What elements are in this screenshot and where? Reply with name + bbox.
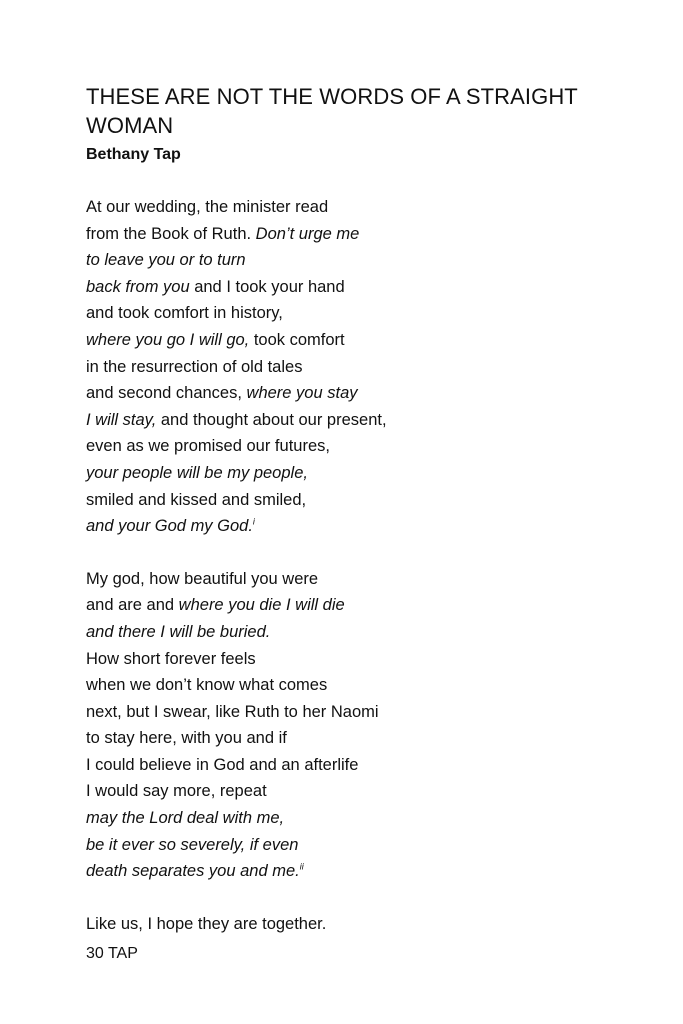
italic-text: to leave you or to turn bbox=[86, 251, 246, 270]
italic-text: where you die I will die bbox=[178, 596, 345, 615]
line-text: smiled and kissed and smiled, bbox=[86, 490, 307, 509]
line-text: next, but I swear, like Ruth to her Naomi bbox=[86, 702, 379, 721]
poem-author: Bethany Tap bbox=[86, 146, 181, 163]
poem-line bbox=[86, 832, 646, 859]
stanza-3 bbox=[86, 911, 646, 938]
line-text: My god, how beautiful you were bbox=[86, 569, 319, 588]
poem-line bbox=[86, 858, 646, 885]
line-text: and took comfort in history, bbox=[86, 304, 283, 323]
line-text: even as we promised our futures, bbox=[86, 437, 330, 456]
line-text: took comfort bbox=[249, 330, 345, 349]
italic-text: and your God my God. bbox=[86, 517, 253, 536]
line-text: and I took your hand bbox=[189, 277, 345, 296]
poem-line bbox=[86, 566, 646, 593]
line-text: to stay here, with you and if bbox=[86, 729, 287, 748]
footnote-marker: ii bbox=[299, 861, 304, 872]
line-text: Like us, I hope they are together. bbox=[86, 914, 327, 933]
poem-line bbox=[86, 433, 646, 460]
poem-line bbox=[86, 354, 646, 381]
line-text: At our wedding, the minister read bbox=[86, 198, 329, 216]
poem-line bbox=[86, 513, 646, 540]
poem-page bbox=[86, 82, 646, 965]
italic-text: death separates you and me. bbox=[86, 862, 300, 881]
page-footer: 30 TAP bbox=[86, 945, 138, 963]
poem-line bbox=[86, 752, 646, 779]
poem-line bbox=[86, 672, 646, 699]
poem-line bbox=[86, 380, 646, 407]
poem-line bbox=[86, 327, 646, 354]
line-text: and second chances, bbox=[86, 384, 247, 403]
line-text: and are and bbox=[86, 596, 179, 615]
poem-line bbox=[86, 619, 646, 646]
italic-text: Don’t urge me bbox=[255, 224, 360, 243]
poem-line bbox=[86, 725, 646, 752]
poem-line bbox=[86, 778, 646, 805]
line-text: when we don’t know what comes bbox=[86, 676, 328, 695]
italic-text: where you stay bbox=[246, 384, 358, 403]
italic-text: may the Lord deal with me, bbox=[86, 809, 285, 828]
italic-text: and there I will be buried. bbox=[86, 622, 271, 641]
poem-line bbox=[86, 407, 646, 434]
poem-line bbox=[86, 221, 646, 248]
italic-text: I will stay, bbox=[86, 410, 157, 429]
poem-line bbox=[86, 805, 646, 832]
stanza-2 bbox=[86, 566, 646, 885]
poem-line bbox=[86, 911, 646, 938]
footnote-marker: i bbox=[252, 516, 255, 527]
poem-line bbox=[86, 699, 646, 726]
stanza-1 bbox=[86, 194, 646, 540]
poem-line bbox=[86, 460, 646, 487]
italic-text: where you go I will go, bbox=[86, 330, 250, 349]
line-text: I could believe in God and an afterlife bbox=[86, 755, 359, 774]
line-text: in the resurrection of old tales bbox=[86, 357, 303, 376]
italic-text: back from you bbox=[86, 277, 190, 296]
poem-title: THESE ARE NOT THE WORDS OF A STRAIGHT WOMAN bbox=[86, 84, 578, 138]
poem-line bbox=[86, 300, 646, 327]
poem-line bbox=[86, 274, 646, 301]
poem-line bbox=[86, 646, 646, 673]
italic-text: be it ever so severely, if even bbox=[86, 835, 299, 854]
poem-line bbox=[86, 194, 646, 221]
italic-text: your people will be my people, bbox=[86, 463, 308, 482]
line-text: I would say more, repeat bbox=[86, 782, 267, 801]
poem-line bbox=[86, 247, 646, 274]
poem-line bbox=[86, 592, 646, 619]
line-text: and thought about our present, bbox=[156, 410, 387, 429]
poem-line bbox=[86, 487, 646, 514]
line-text: How short forever feels bbox=[86, 649, 256, 668]
line-text: from the Book of Ruth. bbox=[86, 224, 256, 243]
